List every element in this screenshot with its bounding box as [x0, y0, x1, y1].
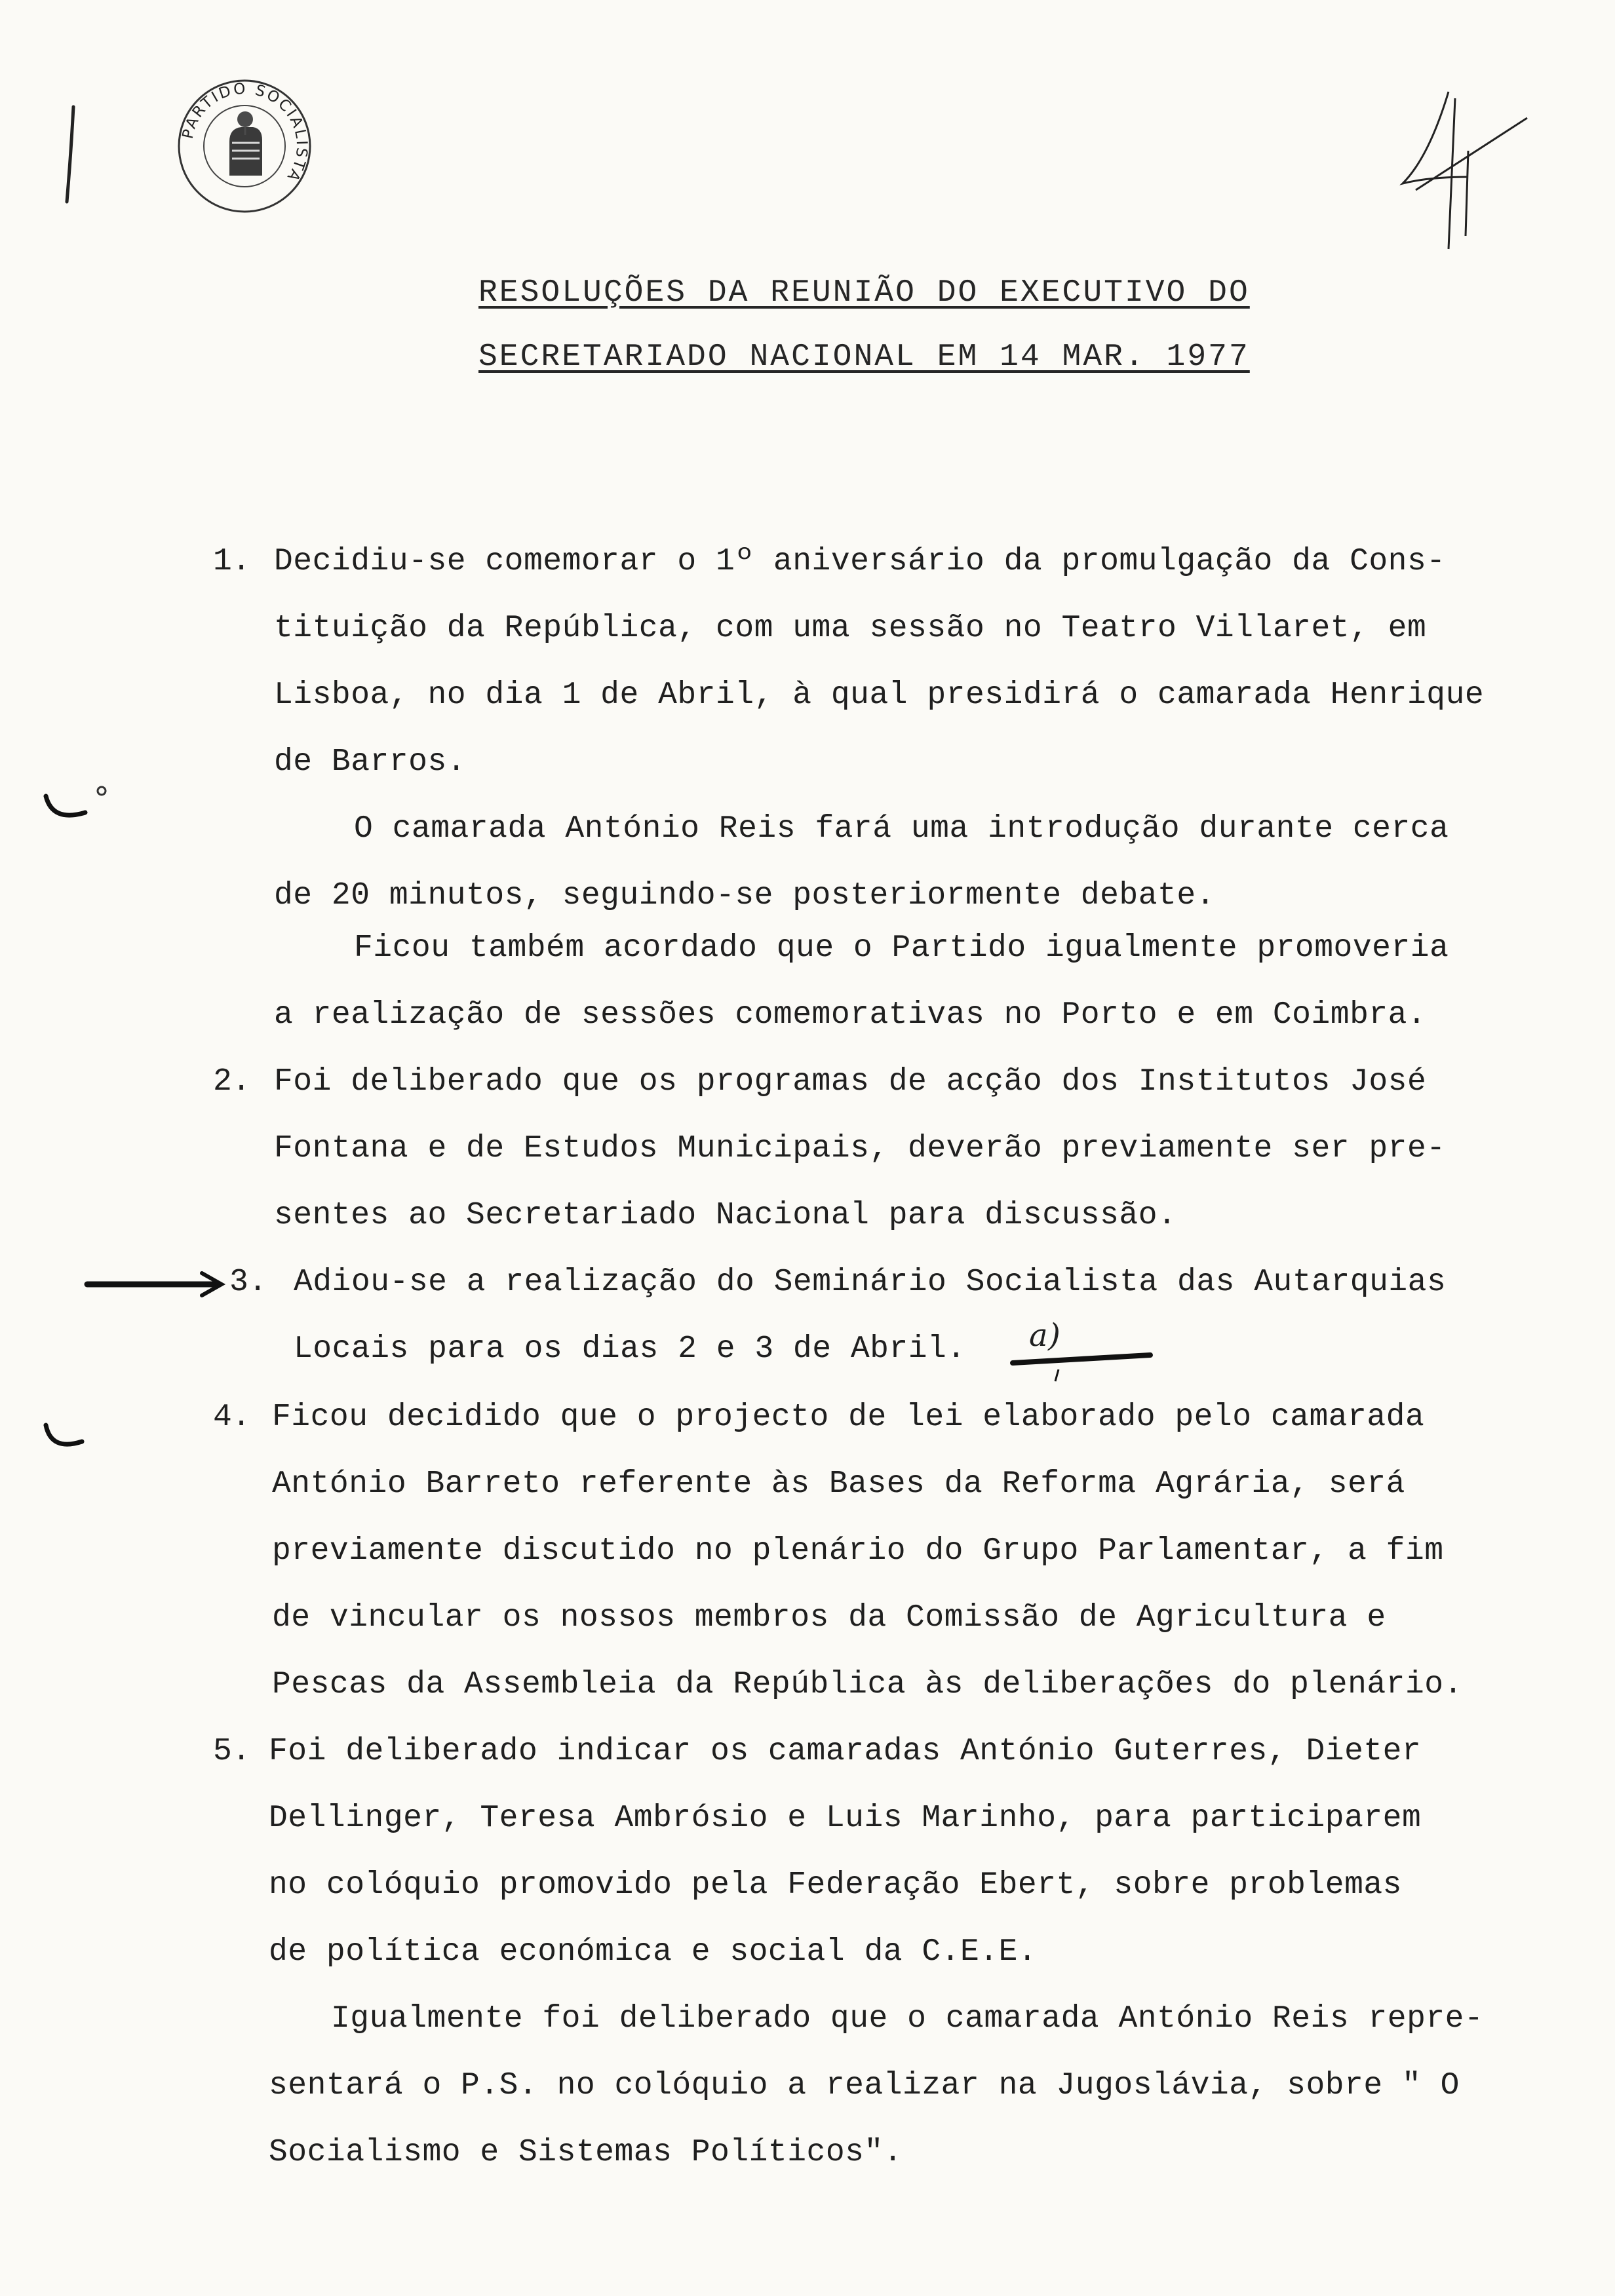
item-5-line-5: Igualmente foi deliberado que o camarada António Reis repre- [331, 2001, 1484, 2037]
item-4-line-3: previamente discutido no plenário do Grupo Parlamentar, a fim [272, 1533, 1444, 1569]
item-3-line-1: Adiou-se a realização do Seminário Socialista das Autarquias [294, 1265, 1447, 1300]
item-5-line-4: de política económica e social da C.E.E. [269, 1934, 1038, 1970]
item-1-line-7: Ficou também acordado que o Partido igualmente promoveria [354, 930, 1449, 966]
item-1-line-6: de 20 minutos, seguindo-se posteriormente debate. [274, 878, 1215, 913]
item-1-number: 1. [213, 544, 251, 579]
item-5-line-1: Foi deliberado indicar os camaradas António Guterres, Dieter [269, 1734, 1422, 1769]
item-2-line-2: Fontana e de Estudos Municipais, deverão previamente ser pre- [274, 1131, 1446, 1166]
item-4-line-1: Ficou decidido que o projecto de lei elaborado pelo camarada [272, 1400, 1425, 1435]
handwritten-stroke-left [60, 104, 80, 208]
item-2-number: 2. [213, 1064, 251, 1100]
item-1-line-3: Lisboa, no dia 1 de Abril, à qual presidirá o camarada Henrique [274, 678, 1485, 713]
item-1-line-4: de Barros. [274, 744, 467, 780]
title-line-1: RESOLUÇÕES DA REUNIÃO DO EXECUTIVO DO [478, 275, 1250, 311]
item-5-line-3: no colóquio promovido pela Federação Ebert, sobre problemas [269, 1867, 1402, 1903]
item-1-line-1: Decidiu-se comemorar o 1º aniversário da promulgação da Cons- [274, 544, 1446, 579]
seal-text: PARTIDO SOCIALISTA [179, 80, 311, 186]
item-2-line-1: Foi deliberado que os programas de acção dos Institutos José [274, 1064, 1427, 1100]
item-1-line-5: O camarada António Reis fará uma introdução durante cerca [354, 811, 1449, 847]
item-1-line-2: tituição da República, com uma sessão no Teatro Villaret, em [274, 611, 1427, 646]
item-2-line-3: sentes ao Secretariado Nacional para discussão. [274, 1198, 1177, 1233]
item-5-number: 5. [213, 1734, 251, 1769]
item-4-number: 4. [213, 1400, 251, 1435]
item-4-line-5: Pescas da Assembleia da República às deliberações do plenário. [272, 1667, 1463, 1702]
margin-hook-mark-1 [39, 783, 111, 835]
handwritten-annotation: a) [1029, 1317, 1061, 1354]
margin-hook-mark-2 [39, 1415, 98, 1461]
handwritten-underline [1009, 1337, 1154, 1383]
item-5-line-2: Dellinger, Teresa Ambrósio e Luis Marinho, para participarem [269, 1801, 1422, 1836]
item-3-number: 3. [229, 1265, 267, 1300]
item-1-line-8: a realização de sessões comemorativas no Porto e em Coimbra. [274, 997, 1427, 1033]
item-3-line-2: Locais para os dias 2 e 3 de Abril. [294, 1331, 966, 1367]
handwritten-initials [1390, 79, 1534, 262]
item-4-line-4: de vincular os nossos membros da Comissão de Agricultura e [272, 1600, 1386, 1636]
title-line-2: SECRETARIADO NACIONAL EM 14 MAR. 1977 [478, 339, 1250, 375]
margin-arrow [84, 1268, 228, 1301]
party-seal [176, 77, 313, 215]
item-4-line-2: António Barreto referente às Bases da Reforma Agrária, será [272, 1466, 1405, 1502]
item-5-line-7: Socialismo e Sistemas Políticos". [269, 2135, 903, 2170]
item-5-line-6: sentará o P.S. no colóquio a realizar na Jugoslávia, sobre " O [269, 2068, 1460, 2103]
